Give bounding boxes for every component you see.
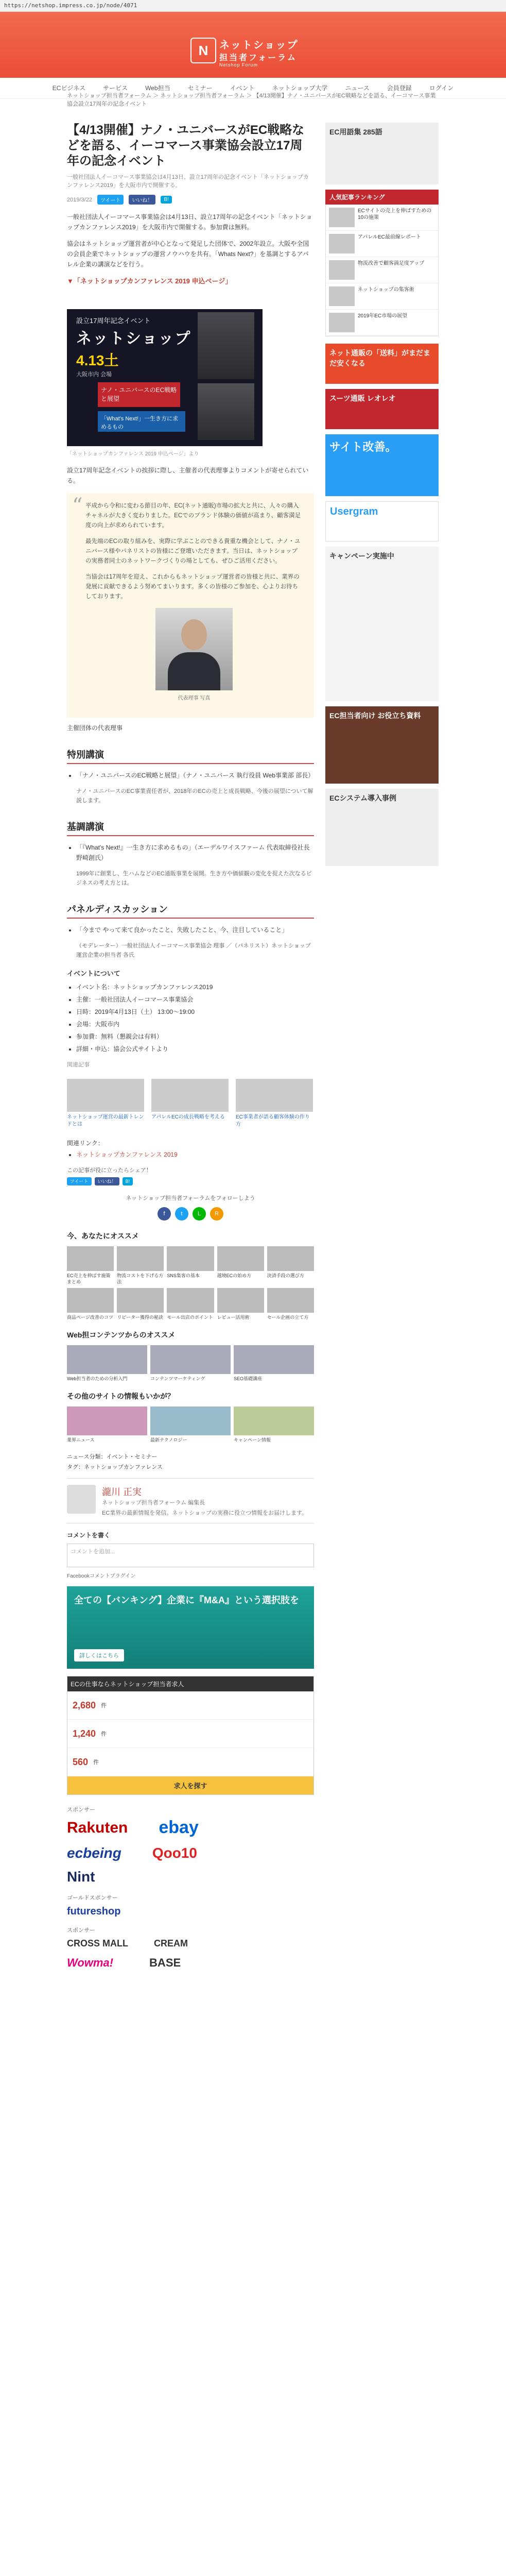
ranking-title[interactable]: ECサイトの売上を伸ばすための10の施策 <box>358 208 432 221</box>
related-title[interactable]: ネットショップ運営の最新トレンドとは <box>67 1114 144 1127</box>
recommend-title[interactable]: セール企画の立て方 <box>267 1315 309 1320</box>
ad-banner[interactable] <box>67 1586 314 1669</box>
share-row <box>67 1177 314 1185</box>
section-heading: 特別講演 <box>67 748 314 764</box>
banner-session2: 「What's Next!」一生き方に求めるもの <box>98 411 185 432</box>
nav-item[interactable]: 会員登録 <box>387 84 412 92</box>
recommend-title[interactable]: SEO基礎講座 <box>234 1376 263 1381</box>
nav-item[interactable]: ネットショップ大学 <box>272 84 328 92</box>
recommend-title[interactable]: Web担当者のための分析入門 <box>67 1376 128 1381</box>
paragraph: 一般社団法人イーコマース事業協会は4月13日、設立17周年の記念イベント「ネットショップカンファレンス2019」を大阪市内で開催する。参加費は無料。 <box>67 213 312 231</box>
ranking-title[interactable]: ネットショップの集客術 <box>358 287 414 293</box>
nav-item[interactable]: ログイン <box>429 84 454 92</box>
nav-item[interactable]: ニュース <box>345 84 370 92</box>
sidebar-ad-text: Usergram <box>330 506 378 517</box>
sidebar-ad-text: スーツ通販 レオレオ <box>329 394 396 402</box>
related-title[interactable]: アパレルECの成長戦略を考える <box>151 1114 225 1120</box>
representative-photo <box>155 608 233 690</box>
sponsors <box>67 1805 314 1970</box>
sidebar <box>325 123 439 871</box>
nav-item[interactable]: イベント <box>230 84 255 92</box>
list-item[interactable]: • 詳細・申込：協会公式サイトより <box>76 1044 314 1054</box>
recommend-title[interactable]: 業界ニュース <box>67 1437 95 1443</box>
logo-subtitle: Netshop Forum <box>219 62 258 67</box>
job-row[interactable] <box>67 1720 313 1748</box>
job-unit: 件 <box>101 1731 107 1737</box>
sidebar-ad[interactable] <box>325 123 439 184</box>
author-bio: EC業界の最新情報を発信。ネットショップの実務に役立つ情報をお届けします。 <box>102 1510 308 1516</box>
sidebar-ad[interactable] <box>325 706 439 784</box>
hatena-button[interactable]: B! <box>123 1177 133 1185</box>
sidebar-ad-text: サイト改善。 <box>329 440 397 453</box>
list-item: • 会場：大阪市内 <box>76 1019 314 1029</box>
banner-session1: ナノ・ユニバースのEC戦略と展望 <box>98 382 180 407</box>
twitter-icon[interactable]: t <box>175 1207 188 1221</box>
recommend-item[interactable] <box>67 1345 147 1382</box>
thumbnail <box>329 313 355 332</box>
thumbnail <box>67 1345 147 1374</box>
thumbnail <box>167 1288 214 1313</box>
sidebar-ad-text: ネット通販の「送料」がまだまだ安くなる <box>329 349 430 367</box>
thumbnail <box>67 1288 114 1313</box>
page-title: 【4/13開催】ナノ・ユニバースがEC戦略などを語る、イーコマース事業協会設立17周年の記念イベント <box>67 123 305 168</box>
ecbeing-logo[interactable]: ecbeing <box>67 1845 121 1861</box>
author-role: ネットショップ担当者フォーラム 編集長 <box>102 1500 205 1506</box>
address-bar[interactable]: https://netshop.impress.co.jp/node/4071 <box>0 0 506 12</box>
links-label: 関連リンク： <box>67 1140 104 1147</box>
nav-item[interactable]: サービス <box>103 84 128 92</box>
thumbnail <box>329 260 355 280</box>
ranking-title[interactable]: 2019年EC市場の展望 <box>358 313 408 319</box>
thumbnail <box>151 1079 229 1112</box>
recommend-title[interactable]: 決済手段の選び方 <box>267 1273 304 1278</box>
speaker-photo <box>198 383 254 440</box>
wowma-logo[interactable]: Wowma! <box>67 1956 114 1969</box>
article-lead: 一般社団法人イーコマース事業協会は4月13日、設立17周年の記念イベント「ネットショップカンファレンス2019」を大阪市内で開催する。 <box>67 174 309 189</box>
recommend-title[interactable]: 物流コストを下げる方法 <box>117 1273 164 1284</box>
qoo10-logo[interactable]: Qoo10 <box>152 1845 197 1861</box>
recommend-item[interactable] <box>234 1345 314 1382</box>
related-articles <box>67 1079 314 1128</box>
job-row[interactable] <box>67 1748 313 1776</box>
follow-label: ネットショップ担当者フォーラムをフォローしよう <box>126 1195 255 1201</box>
section-note: （モデレーター）一般社団法人イーコマース事業協会 理事 ／（パネリスト）ネットショップ運営企業の担当者 各氏 <box>76 943 311 958</box>
thumbnail <box>329 234 355 253</box>
recommend-title[interactable]: モール出店のポイント <box>167 1315 213 1320</box>
sidebar-ad[interactable] <box>325 789 439 866</box>
recommend-item[interactable] <box>267 1246 314 1285</box>
sidebar-ad[interactable] <box>325 501 439 541</box>
hatena-button[interactable]: B! <box>161 196 171 204</box>
quote-paragraph: 最先端のECの取り組みを、実際に学ぶことのできる貴重な機会として、ナノ・ユニバース様やパネリストの皆様にご登壇いただきます。当日は、ネットショップの実務者同士のネットワークづくりの場としても、ぜひご活用ください。 <box>85 538 301 564</box>
thumbnail <box>67 1079 144 1112</box>
sponsor-label: スポンサー <box>67 1807 95 1813</box>
paragraph: 設立17周年記念イベントの挨拶に際し、主催者の代表理事よりコメントが寄せられている。 <box>67 467 309 484</box>
nav-item[interactable]: セミナー <box>187 84 213 92</box>
rakuten-logo[interactable]: Rakuten <box>67 1819 128 1836</box>
quote-paragraph: 当協会は17周年を迎え、これからもネットショップ運営者の皆様と共に、業界の発展に貢献できるよう努めてまいります。多くの皆様のご参加を、心よりお待ちしております。 <box>85 574 300 600</box>
related-card[interactable] <box>67 1079 144 1128</box>
recommend-item[interactable] <box>167 1288 214 1320</box>
recommend-title[interactable]: 最新テクノロジー <box>150 1437 187 1443</box>
site-header <box>0 12 506 98</box>
recommend-heading: 今、あなたにオススメ <box>67 1232 139 1240</box>
list-item: • イベント名：ネットショップカンファレンス2019 <box>76 982 314 992</box>
photo-caption: 代表理事 写真 <box>178 696 211 701</box>
list-item: • 参加費：無料（懇親会は有料） <box>76 1031 314 1042</box>
tweet-button[interactable]: ツイート <box>97 195 124 205</box>
recommend-item[interactable] <box>217 1246 264 1285</box>
comment-plugin: Facebookコメントプラグイン <box>67 1573 136 1579</box>
article-date: 2019/3/22 <box>67 196 92 203</box>
job-count: 1,240 <box>73 1728 96 1739</box>
base-logo[interactable]: BASE <box>149 1956 181 1969</box>
thumbnail <box>267 1288 314 1313</box>
job-unit: 件 <box>93 1759 99 1766</box>
logo-mark-icon: N <box>190 38 216 63</box>
section-heading: 基調講演 <box>67 820 314 836</box>
thumbnail <box>150 1345 231 1374</box>
ranking-item[interactable] <box>326 257 438 283</box>
paragraph: 主催団体の代表理事 <box>67 724 123 732</box>
recommend-item[interactable] <box>217 1288 264 1320</box>
recommend-item[interactable] <box>267 1288 314 1320</box>
logo-line1: ネットショップ <box>219 40 299 51</box>
quote-block <box>67 493 314 718</box>
banner-line2: ネットショップ <box>76 330 191 347</box>
nint-logo[interactable]: Nint <box>67 1869 95 1885</box>
ranking-item[interactable] <box>326 205 438 231</box>
paragraph: 協会はネットショップ運営者が中心となって発足した団体で、2002年設立。大阪や全国の会員企業でネットショップの運営ノウハウを共有。「Whats Next?」を基調とするアパレル企業の講演などを行う。 <box>67 240 309 268</box>
tags[interactable]: タグ：ネットショップカンファレンス <box>67 1464 163 1470</box>
recommend-title[interactable]: 越境ECの始め方 <box>217 1273 252 1278</box>
ranking-item[interactable] <box>326 283 438 310</box>
sidebar-ad[interactable] <box>325 344 439 384</box>
sidebar-ad-text: EC担当者向け お役立ち資料 <box>329 711 421 720</box>
ranking-heading: 人気記事ランキング <box>325 190 439 205</box>
recommend-title[interactable]: 商品ページ改善のコツ <box>67 1315 113 1320</box>
recommend-title[interactable]: キャンペーン情報 <box>234 1437 271 1443</box>
section-heading: パネルディスカッション <box>67 902 314 919</box>
author-name[interactable]: 瀧川 正実 <box>102 1487 142 1497</box>
ebay-logo[interactable]: ebay <box>159 1818 199 1837</box>
article-main <box>67 123 314 1970</box>
recommend-title[interactable]: SNS集客の基本 <box>167 1273 200 1278</box>
recommend-item[interactable] <box>150 1406 231 1443</box>
apply-link[interactable]: ▼「ネットショップカンファレンス 2019 申込ページ」 <box>67 277 232 285</box>
job-search-button[interactable]: 求人を探す <box>67 1776 313 1794</box>
cream-logo[interactable]: CREAM <box>154 1938 188 1948</box>
like-button[interactable]: いいね！ <box>95 1177 119 1185</box>
article-meta <box>67 195 314 205</box>
quote-paragraph: 平成から令和に変わる節目の年、EC(ネット通販)市場の拡大と共に、人々の購入チャネルが大きく変わりました。ECでのブランド体験の価値が高まり、顧客満足度の向上が求められています。 <box>85 503 301 529</box>
list-item: • 「『What's Next!』一生き方に求めるもの」（エーデルワイスファーム 代表取締役社長 野崎創氏） <box>76 842 314 863</box>
recommend-item[interactable] <box>167 1246 214 1285</box>
logo-line2: 担当者フォーラム <box>219 54 298 62</box>
recommend-item[interactable] <box>117 1246 164 1285</box>
facebook-icon[interactable]: f <box>158 1207 171 1221</box>
ad-title: 全ての【バンキング】企業に『M&A』という選択肢を <box>74 1595 299 1605</box>
other-sites-grid <box>67 1406 314 1443</box>
job-ad-heading: ECの仕事ならネットショップ担当者求人 <box>67 1676 313 1691</box>
section-note: 1999年に創業し、生ハムなどのEC通販事業を展開。生き方や価値観の変化を捉えた次なるビジネスの考え方とは。 <box>76 871 312 886</box>
list-item: • 「今まで やって来て良かったこと、失敗したこと、今、注目していること」 <box>76 925 314 935</box>
job-unit: 件 <box>101 1703 107 1709</box>
sponsor-label: ゴールドスポンサー <box>67 1895 118 1901</box>
avatar <box>67 1485 96 1514</box>
nav-item[interactable]: ECビジネス <box>52 84 86 92</box>
thumbnail <box>329 286 355 306</box>
author-box <box>67 1478 314 1523</box>
recommend-item[interactable] <box>234 1406 314 1443</box>
quote-mark-icon: “ <box>72 494 83 518</box>
list-item: • 「ナノ・ユニバースのEC戦略と展望」（ナノ・ユニバース 執行役員 Web事業部 部長） <box>76 770 314 781</box>
other-sites-heading: その他のサイトの情報もいかが？ <box>67 1392 175 1400</box>
thumbnail <box>67 1406 147 1435</box>
recommend-item[interactable] <box>150 1345 231 1382</box>
related-label: 関連記事 <box>67 1062 90 1068</box>
sponsor-label: スポンサー <box>67 1927 95 1934</box>
thumbnail <box>150 1406 231 1435</box>
tweet-button[interactable]: ツイート <box>67 1177 92 1185</box>
banner-venue: 大阪市内 会場 <box>76 371 112 378</box>
job-row[interactable] <box>67 1691 313 1720</box>
share-label: この記事が役に立ったらシェア！ <box>67 1167 152 1174</box>
nav-item[interactable]: Web担当 <box>145 84 170 92</box>
sidebar-ad[interactable] <box>325 547 439 701</box>
rss-icon[interactable]: R <box>210 1207 223 1221</box>
related-link[interactable]: ネットショップカンファレンス 2019 <box>76 1151 178 1158</box>
list-item: • 主催：一般社団法人イーコマース事業協会 <box>76 994 314 1005</box>
recommend-item[interactable] <box>117 1288 164 1320</box>
comment-input[interactable]: コメントを追加... <box>67 1544 314 1567</box>
thumbnail <box>329 208 355 227</box>
section-note: ナノ・ユニバースのEC事業責任者が、2018年のECの売上と成長戦略、今後の展望について解説します。 <box>76 788 313 804</box>
line-icon[interactable]: L <box>193 1207 206 1221</box>
webtan-grid <box>67 1345 314 1382</box>
sidebar-ad[interactable] <box>325 389 439 429</box>
news-category[interactable]: ニュース分類：イベント・セミナー <box>67 1454 158 1460</box>
sidebar-ad-text: キャンペーン実施中 <box>329 552 394 560</box>
recommend-grid <box>67 1246 314 1320</box>
job-count: 2,680 <box>73 1700 96 1710</box>
recommend-title[interactable]: コンテンツマーケティング <box>150 1376 205 1381</box>
ad-button[interactable]: 詳しくはこちら <box>74 1649 124 1662</box>
thumbnail <box>217 1288 264 1313</box>
image-caption: 「ネットショップカンファレンス 2019 申込ページ」より <box>67 451 199 457</box>
banner-top-strip <box>67 292 263 309</box>
thumbnail <box>217 1246 264 1271</box>
speaker-photo <box>198 312 254 379</box>
recommend-item[interactable] <box>67 1246 114 1285</box>
thumbnail <box>117 1246 164 1271</box>
breadcrumb[interactable]: ネットショップ担当者フォーラム ＞ ネットショップ担当者フォーラム ＞ 【4/13開催】ナノ・ユニバースがEC戦略などを語る、イーコマース事業協会設立17周年の記念イベント <box>67 93 436 107</box>
recommend-title[interactable]: リピーター獲得の秘訣 <box>117 1315 163 1320</box>
sidebar-ad-text: EC用語集 285語 <box>329 128 382 136</box>
banner-line1: 設立17周年記念イベント <box>76 317 151 325</box>
ranking-item[interactable] <box>326 231 438 257</box>
webtan-heading: Web担コンテンツからのオススメ <box>67 1331 176 1339</box>
event-info-list <box>67 982 314 1054</box>
thumbnail <box>234 1345 314 1374</box>
event-banner-image[interactable] <box>67 292 263 446</box>
ranking-title[interactable]: 物流改善で顧客満足度アップ <box>358 261 425 266</box>
follow-icons <box>67 1207 314 1221</box>
related-title[interactable]: EC事業者が語る顧客体験の作り方 <box>236 1114 310 1127</box>
thumbnail <box>167 1246 214 1271</box>
related-card[interactable] <box>236 1079 313 1128</box>
thumbnail <box>67 1246 114 1271</box>
ranking-block <box>325 190 439 336</box>
banner-date: 4.13土 <box>76 352 119 368</box>
ranking-item[interactable] <box>326 310 438 336</box>
related-card[interactable] <box>151 1079 229 1128</box>
thumbnail <box>117 1288 164 1313</box>
like-button[interactable]: いいね！ <box>129 195 155 205</box>
job-ad[interactable] <box>67 1676 314 1795</box>
photo-suit <box>168 652 220 690</box>
sidebar-ad-text: ECシステム導入事例 <box>329 794 397 802</box>
recommend-item[interactable] <box>67 1288 114 1320</box>
comment-label: コメントを書く <box>67 1532 111 1539</box>
ranking-title[interactable]: アパレルEC最前線レポート <box>358 234 421 240</box>
crossmall-logo[interactable]: CROSS MALL <box>67 1938 128 1948</box>
site-logo[interactable] <box>190 36 314 66</box>
thumbnail <box>267 1246 314 1271</box>
recommend-title[interactable]: レビュー活用術 <box>217 1315 250 1320</box>
recommend-title[interactable]: EC売上を伸ばす施策まとめ <box>67 1273 111 1284</box>
photo-head <box>181 619 207 650</box>
list-item: • 日時：2019年4月13日（土） 13:00〜19:00 <box>76 1007 314 1017</box>
thumbnail <box>234 1406 314 1435</box>
job-count: 560 <box>73 1756 89 1767</box>
event-info-heading: イベントについて <box>67 970 120 977</box>
futureshop-logo[interactable]: futureshop <box>67 1906 121 1917</box>
recommend-item[interactable] <box>67 1406 147 1443</box>
sidebar-ad[interactable] <box>325 434 439 496</box>
thumbnail <box>236 1079 313 1112</box>
